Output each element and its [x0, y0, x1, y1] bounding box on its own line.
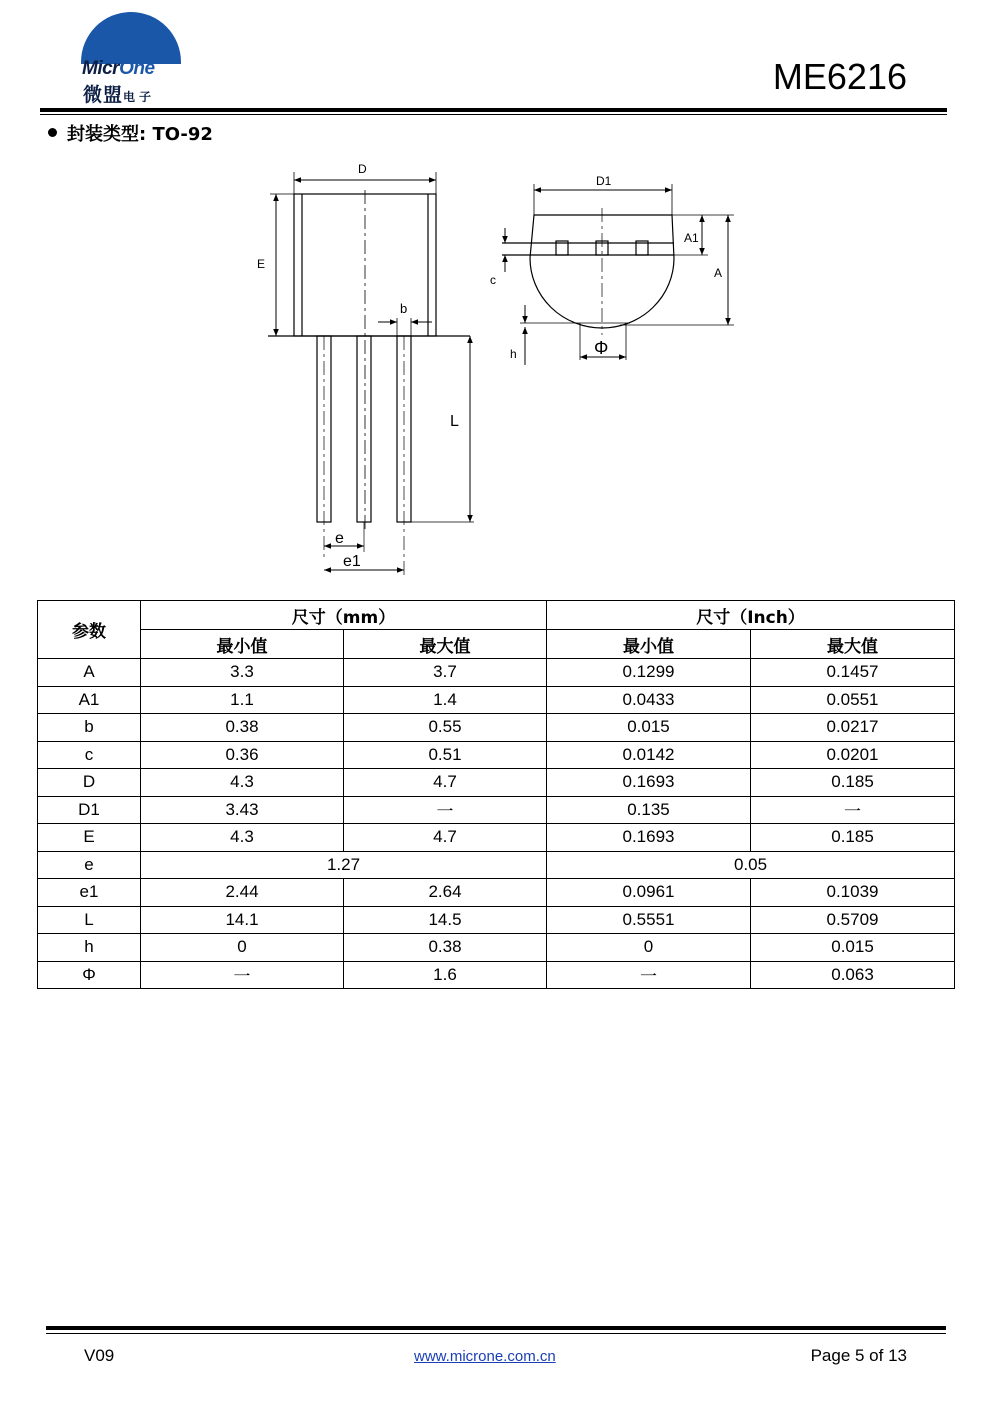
mm-min-cell: 4.3: [141, 824, 344, 852]
table-row: [38, 769, 955, 797]
param-cell: L: [38, 906, 141, 934]
label-D: D: [358, 162, 367, 176]
label-E: E: [257, 257, 266, 271]
mm-max-cell: 0.51: [344, 741, 547, 769]
mm-min-header: 最小值: [141, 630, 344, 659]
inch-min-cell: 0.0142: [547, 741, 751, 769]
mm-max-cell: 一: [344, 796, 547, 824]
param-cell: b: [38, 714, 141, 742]
mm-max-cell: 2.64: [344, 879, 547, 907]
mm-max-cell: 0.55: [344, 714, 547, 742]
param-cell: E: [38, 824, 141, 852]
footer-rule: [46, 1326, 946, 1330]
param-cell: D: [38, 769, 141, 797]
inch-min-cell: 0.5551: [547, 906, 751, 934]
inch-header: 尺寸（Inch）: [547, 601, 955, 630]
logo-wordmark: MicrOne: [82, 58, 155, 79]
inch-min-cell: 0.135: [547, 796, 751, 824]
inch-nominal-cell: 0.05: [547, 851, 955, 879]
version-label: V09: [84, 1346, 115, 1365]
inch-max-cell: 0.0217: [751, 714, 955, 742]
document-title: ME6216: [772, 56, 907, 97]
company-logo: [78, 10, 188, 105]
page-number: Page 5 of 13: [810, 1346, 907, 1365]
website-link[interactable]: www.microne.com.cn: [414, 1348, 556, 1365]
dimension-table: [37, 600, 955, 989]
inch-min-header: 最小值: [547, 630, 751, 659]
inch-max-cell: 0.1457: [751, 659, 955, 687]
table-row: [38, 906, 955, 934]
section-heading: 封装类型: TO-92: [48, 120, 213, 146]
label-A: A: [714, 266, 723, 280]
inch-min-cell: 0.0433: [547, 686, 751, 714]
package-outline-drawing: [250, 155, 750, 580]
label-c: c: [490, 273, 496, 287]
label-e: e: [335, 530, 344, 547]
table-row: [38, 851, 955, 879]
mm-nominal-cell: 1.27: [141, 851, 547, 879]
table-row: [38, 686, 955, 714]
mm-max-cell: 4.7: [344, 769, 547, 797]
table-row: [38, 879, 955, 907]
table-row: [38, 741, 955, 769]
mm-header: 尺寸（mm）: [141, 601, 547, 630]
mm-min-cell: 2.44: [141, 879, 344, 907]
label-phi: Φ: [594, 338, 609, 358]
param-cell: c: [38, 741, 141, 769]
mm-min-cell: 14.1: [141, 906, 344, 934]
label-L: L: [450, 413, 459, 430]
mm-max-cell: 4.7: [344, 824, 547, 852]
table-row: [38, 824, 955, 852]
param-cell: h: [38, 934, 141, 962]
label-e1: e1: [343, 553, 361, 570]
mm-min-cell: 一: [141, 961, 344, 989]
inch-min-cell: 0.0961: [547, 879, 751, 907]
mm-min-cell: 0: [141, 934, 344, 962]
inch-max-cell: 0.0551: [751, 686, 955, 714]
side-view: [502, 208, 674, 360]
inch-max-cell: 0.185: [751, 824, 955, 852]
table-row: [38, 934, 955, 962]
mm-max-cell: 0.38: [344, 934, 547, 962]
logo-chinese-name: 微盟电子: [83, 84, 156, 106]
header-rule-thin: [40, 114, 947, 115]
table-row: [38, 659, 955, 687]
inch-min-cell: 0.1693: [547, 769, 751, 797]
label-D1: D1: [596, 174, 612, 188]
front-view: [268, 190, 474, 575]
mm-max-cell: 14.5: [344, 906, 547, 934]
inch-max-cell: 0.1039: [751, 879, 955, 907]
mm-min-cell: 4.3: [141, 769, 344, 797]
inch-max-cell: 0.185: [751, 769, 955, 797]
mm-min-cell: 0.36: [141, 741, 344, 769]
website-link-wrap: [414, 1346, 556, 1366]
dimension-rows: [38, 659, 955, 989]
table-row: [38, 714, 955, 742]
inch-min-cell: 0.1299: [547, 659, 751, 687]
param-header: 参数: [38, 601, 141, 659]
table-row: [38, 796, 955, 824]
inch-min-cell: 0.1693: [547, 824, 751, 852]
inch-max-cell: 0.015: [751, 934, 955, 962]
inch-min-cell: 0: [547, 934, 751, 962]
mm-min-cell: 0.38: [141, 714, 344, 742]
label-A1: A1: [684, 231, 699, 245]
inch-max-cell: 0.0201: [751, 741, 955, 769]
inch-min-cell: 一: [547, 961, 751, 989]
param-cell: A: [38, 659, 141, 687]
header-rule: [40, 108, 947, 112]
mm-min-cell: 3.43: [141, 796, 344, 824]
mm-max-cell: 1.6: [344, 961, 547, 989]
inch-max-cell: 0.063: [751, 961, 955, 989]
inch-max-cell: 0.5709: [751, 906, 955, 934]
mm-max-cell: 3.7: [344, 659, 547, 687]
param-cell: Φ: [38, 961, 141, 989]
param-cell: e: [38, 851, 141, 879]
bullet-icon: [48, 128, 57, 137]
param-cell: D1: [38, 796, 141, 824]
param-cell: e1: [38, 879, 141, 907]
label-b: b: [400, 301, 408, 316]
inch-max-header: 最大值: [751, 630, 955, 659]
param-cell: A1: [38, 686, 141, 714]
inch-max-cell: 一: [751, 796, 955, 824]
mm-max-header: 最大值: [344, 630, 547, 659]
label-h: h: [510, 347, 517, 361]
table-row: [38, 961, 955, 989]
footer-rule-thin: [46, 1333, 946, 1334]
mm-min-cell: 3.3: [141, 659, 344, 687]
mm-max-cell: 1.4: [344, 686, 547, 714]
mm-min-cell: 1.1: [141, 686, 344, 714]
inch-min-cell: 0.015: [547, 714, 751, 742]
